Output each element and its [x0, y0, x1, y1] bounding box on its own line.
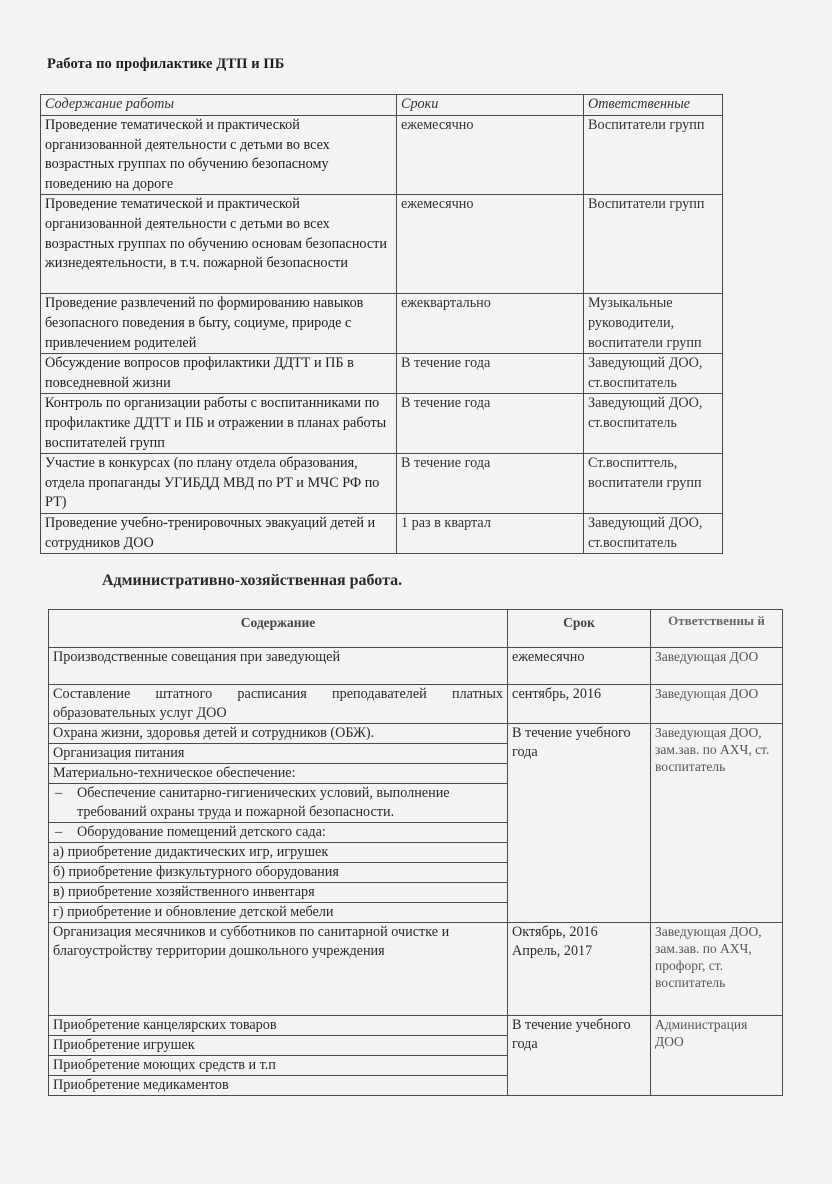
- header-term: Срок: [508, 610, 651, 648]
- row-terms: 1 раз в квартал: [397, 513, 584, 553]
- row-content: Приобретение моющих средств и т.п: [49, 1056, 508, 1076]
- row-terms: В течение года: [397, 394, 584, 454]
- row-content: б) приобретение физкультурного оборудования: [49, 863, 508, 883]
- table-row: [41, 116, 723, 195]
- bullet-dash: –: [55, 824, 63, 840]
- table-row: [49, 724, 783, 744]
- row-content: г) приобретение и обновление детской мебели: [49, 903, 508, 923]
- group2-term: В течение учебного года: [508, 1016, 651, 1096]
- row-responsible: Заведующий ДОО, ст.воспитатель: [584, 354, 723, 394]
- table-row: [49, 923, 783, 1016]
- header-responsible: Ответственны й: [651, 610, 783, 648]
- table-row: [41, 195, 723, 294]
- row-responsible: Заведующая ДОО: [651, 648, 783, 685]
- table-row: [41, 294, 723, 354]
- row-content: Приобретение игрушек: [49, 1036, 508, 1056]
- row-term: сентябрь, 2016: [508, 685, 651, 724]
- table-row: [49, 685, 783, 724]
- header-responsible: Ответственные: [584, 95, 723, 116]
- table-row: [41, 354, 723, 394]
- row-term: Октябрь, 2016 Апрель, 2017: [508, 923, 651, 1016]
- bullet-item: [49, 784, 508, 823]
- row-content: Организация месячников и субботников по санитарной очистке и благоустройству территории дошкольного учреждения: [49, 923, 508, 1016]
- row-content: Контроль по организации работы с воспитанниками по профилактике ДДТТ и ПБ и отражении в планах работы воспитателей групп: [41, 394, 397, 454]
- row-content: а) приобретение дидактических игр, игрушек: [49, 843, 508, 863]
- table-header-row: [41, 95, 723, 116]
- row-content: Материально-техническое обеспечение:: [49, 764, 508, 784]
- row-content: Приобретение медикаментов: [49, 1076, 508, 1096]
- row-content: Охрана жизни, здоровья детей и сотрудников (ОБЖ).: [49, 724, 508, 744]
- group1-responsible: Заведующая ДОО, зам.зав. по АХЧ, ст. воспитатель: [651, 724, 783, 923]
- row-content: Производственные совещания при заведующей: [49, 648, 508, 685]
- row-responsible: Ст.воспиттель, воспитатели групп: [584, 454, 723, 514]
- row-responsible: Воспитатели групп: [584, 116, 723, 195]
- bullet-item: [49, 823, 508, 843]
- row-content: в) приобретение хозяйственного инвентаря: [49, 883, 508, 903]
- row-responsible: Заведующая ДОО, зам.зав. по АХЧ, профорг, ст. воспитатель: [651, 923, 783, 1016]
- admin-work-table: [48, 609, 783, 1096]
- table-header-row: [49, 610, 783, 648]
- row-terms: ежеквартально: [397, 294, 584, 354]
- table-row: [41, 394, 723, 454]
- row-content: Участие в конкурсах (по плану отдела образования, отдела пропаганды УГИБДД МВД по РТ и МЧС РФ по РТ): [41, 454, 397, 514]
- section2-title: Административно-хозяйственная работа.: [102, 572, 403, 589]
- row-content: Организация питания: [49, 744, 508, 764]
- row-responsible: Заведующий ДОО, ст.воспитатель: [584, 394, 723, 454]
- row-content: Обсуждение вопросов профилактики ДДТТ и ПБ в повседневной жизни: [41, 354, 397, 394]
- row-content: Проведение учебно-тренировочных эвакуаций детей и сотрудников ДОО: [41, 513, 397, 553]
- bullet-text: Оборудование помещений детского сада:: [77, 824, 326, 840]
- table-row: [41, 513, 723, 553]
- group2-responsible: Администрация ДОО: [651, 1016, 783, 1096]
- row-responsible: Воспитатели групп: [584, 195, 723, 294]
- row-content: Проведение тематической и практической организованной деятельности с детьми во всех возрастных группах по обучению основам безопасности жизнедеятельности, в т.ч. пожарной безопасности: [41, 195, 397, 294]
- row-terms: ежемесячно: [397, 195, 584, 294]
- row-term: ежемесячно: [508, 648, 651, 685]
- dtp-prevention-table: [40, 94, 723, 554]
- row-content: Проведение развлечений по формированию навыков безопасного поведения в быту, социуме, природе с привлечением родителей: [41, 294, 397, 354]
- bullet-text: Обеспечение санитарно-гигиенических условий, выполнение требований охраны труда и пожарной безопасности.: [77, 785, 450, 820]
- row-terms: ежемесячно: [397, 116, 584, 195]
- row-responsible: Заведующий ДОО, ст.воспитатель: [584, 513, 723, 553]
- bullet-dash: –: [55, 785, 63, 801]
- row-content: Составление штатного расписания преподавателей платных образовательных услуг ДОО: [49, 685, 508, 724]
- row-terms: В течение года: [397, 354, 584, 394]
- row-content: Приобретение канцелярских товаров: [49, 1016, 508, 1036]
- header-terms: Сроки: [397, 95, 584, 116]
- row-responsible: Заведующая ДОО: [651, 685, 783, 724]
- header-content: Содержание: [49, 610, 508, 648]
- header-content: Содержание работы: [41, 95, 397, 116]
- table-row: [49, 1016, 783, 1036]
- row-terms: В течение года: [397, 454, 584, 514]
- section1-title: Работа по профилактике ДТП и ПБ: [47, 56, 285, 72]
- table-row: [49, 648, 783, 685]
- table-row: [41, 454, 723, 514]
- group1-term: В течение учебного года: [508, 724, 651, 923]
- row-responsible: Музыкальные руководители, воспитатели групп: [584, 294, 723, 354]
- row-content: Проведение тематической и практической организованной деятельности с детьми во всех возрастных группах по обучению безопасному поведению на дороге: [41, 116, 397, 195]
